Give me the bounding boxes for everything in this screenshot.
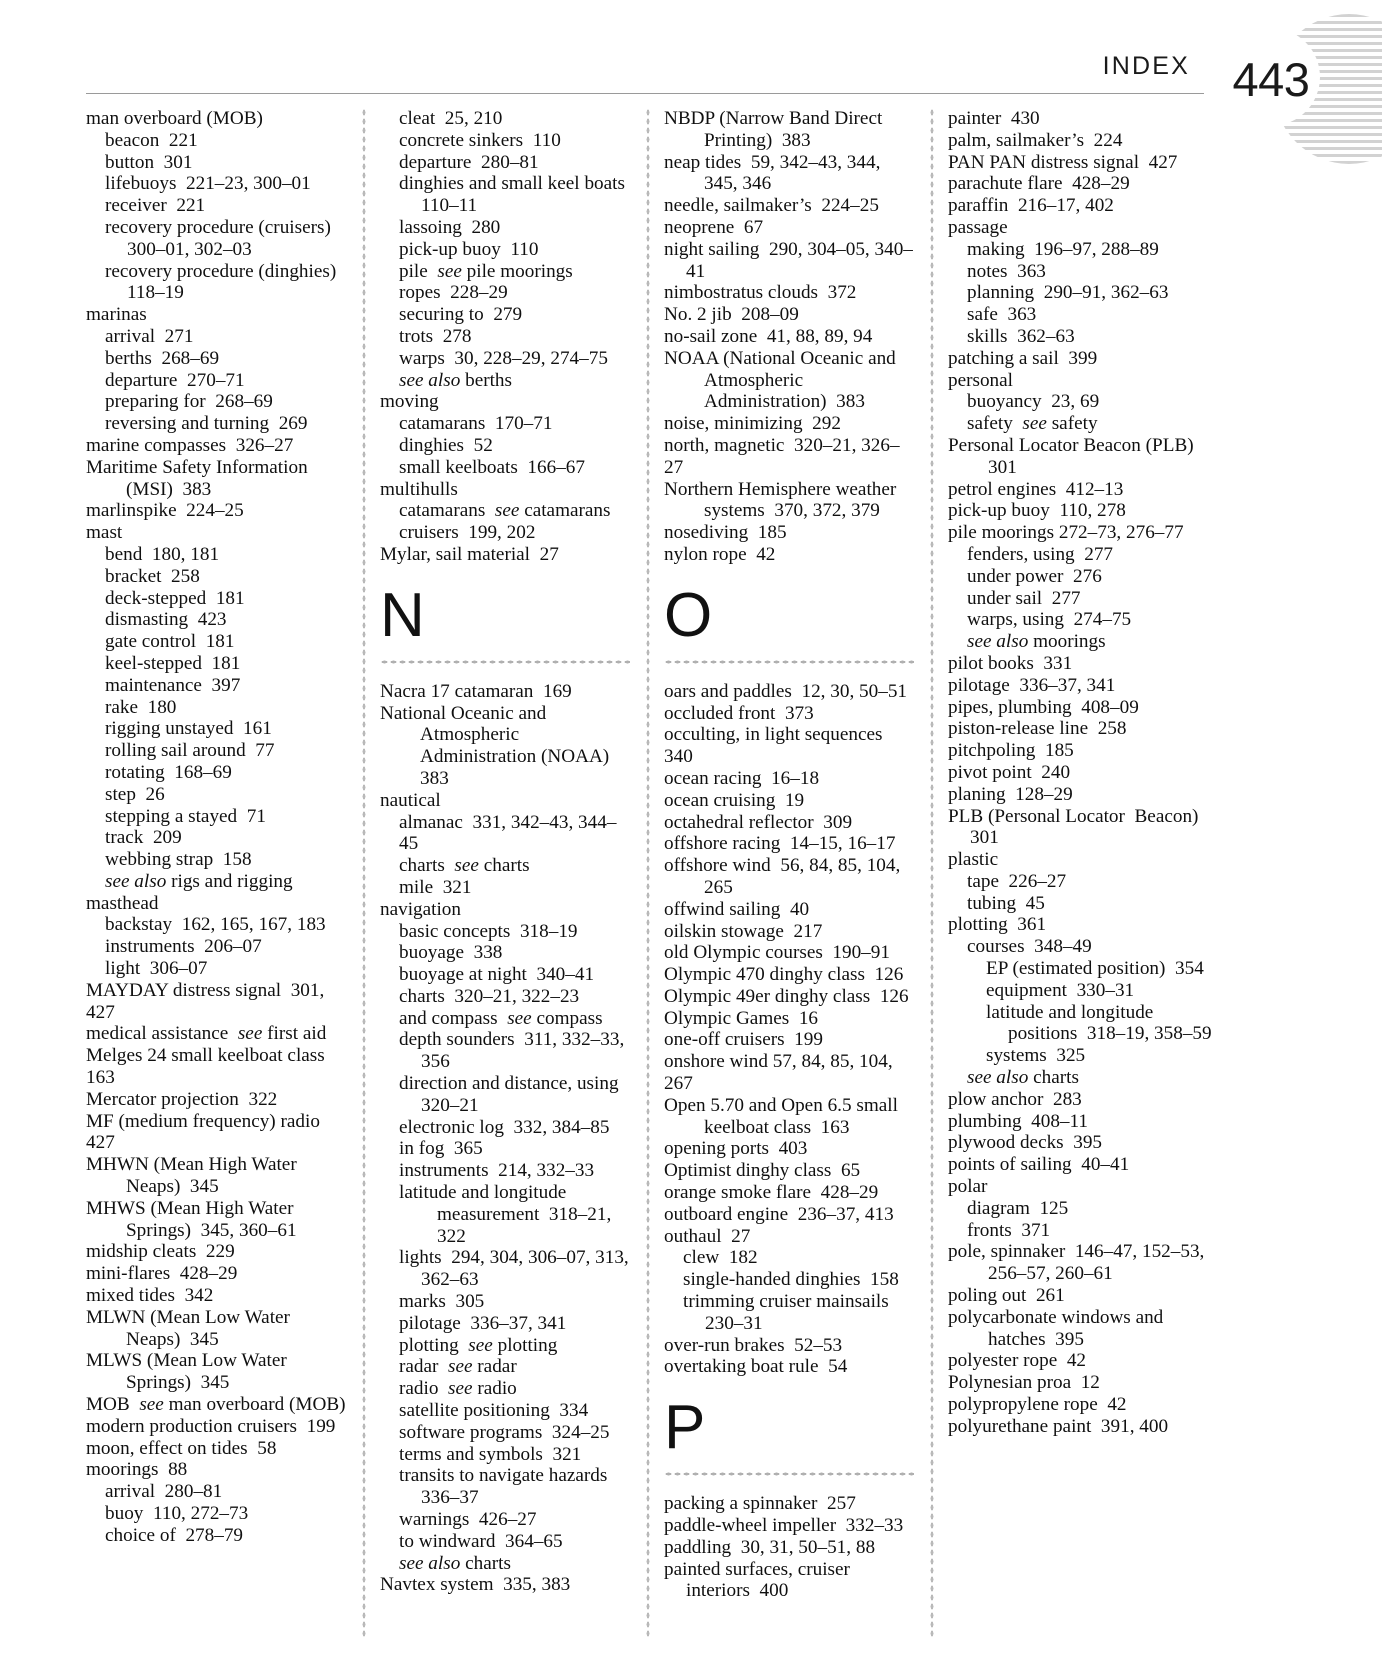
- column-divider-dotted: [930, 108, 934, 1638]
- index-section-n: [380, 580, 630, 664]
- index-entry: plywood decks 395: [948, 1132, 1103, 1154]
- index-entry: trots 278: [399, 325, 472, 347]
- index-entry: berths 268–69: [105, 347, 220, 369]
- index-entry: Personal Locator Beacon (PLB) 301: [948, 434, 1204, 478]
- index-entry: outboard engine 236–37, 413: [664, 1203, 894, 1225]
- index-entry: oilskin stowage 217: [664, 920, 823, 942]
- index-entry: occluded front 373: [664, 702, 814, 724]
- index-entry: opening ports 403: [664, 1138, 808, 1160]
- index-entry: pilotage 336–37, 341: [399, 1312, 567, 1334]
- index-entry: warps, using 274–75: [967, 609, 1132, 631]
- index-columns-container: [86, 108, 1324, 1638]
- index-entry: petrol engines 412–13: [948, 478, 1124, 500]
- index-entry: backstay 162, 165, 167, 183: [105, 914, 326, 936]
- index-entry: catamarans see catamarans: [399, 500, 611, 522]
- index-entry: see also charts: [967, 1067, 1079, 1089]
- index-entry: nylon rope 42: [664, 543, 776, 565]
- index-entry: catamarans 170–71: [399, 413, 553, 435]
- index-entry: cleat 25, 210: [399, 108, 503, 129]
- index-entry: keel-stepped 181: [105, 652, 241, 674]
- index-entry: piston-release line 258: [948, 718, 1127, 740]
- cross-reference-italic: see: [468, 1334, 493, 1356]
- index-entry: painter 430: [948, 108, 1040, 129]
- index-entry: electronic log 332, 384–85: [399, 1116, 610, 1138]
- index-entry: light 306–07: [105, 958, 208, 980]
- index-entry: clew 182: [683, 1247, 758, 1269]
- index-entry: see also charts: [399, 1552, 511, 1574]
- index-entry: radar see radar: [399, 1356, 517, 1378]
- index-entry: masthead: [86, 892, 159, 914]
- index-entry: octahedral reflector 309: [664, 811, 853, 833]
- index-entry: lifebuoys 221–23, 300–01: [105, 173, 311, 195]
- index-entry: oars and paddles 12, 30, 50–51: [664, 680, 908, 702]
- page-title: INDEX: [1102, 52, 1190, 80]
- index-entry: nautical: [380, 789, 441, 811]
- index-entry: recovery procedure (dinghies) 118–19: [105, 260, 346, 304]
- section-letter-heading: P: [664, 1393, 706, 1463]
- cross-reference-italic: see: [1022, 413, 1047, 435]
- index-column-2: [362, 108, 646, 1638]
- index-entry: trimming cruiser mainsails 230–31: [683, 1291, 899, 1334]
- index-entry: personal: [948, 369, 1014, 391]
- index-entry: points of sailing 40–41: [948, 1154, 1130, 1176]
- index-entry: latitude and longitude positions 318–19, 358–59: [986, 1001, 1212, 1045]
- index-entry: paddling 30, 31, 50–51, 88: [664, 1536, 876, 1558]
- index-entry: pilotage 336–37, 341: [948, 674, 1116, 696]
- index-entry: MHWS (Mean High Water Springs) 345, 360–61: [86, 1197, 299, 1241]
- index-entry: PAN PAN distress signal 427: [948, 151, 1178, 173]
- index-entry: basic concepts 318–19: [399, 920, 578, 942]
- index-entry: orange smoke flare 428–29: [664, 1182, 879, 1204]
- index-column-1: [86, 108, 362, 1638]
- index-entry: Maritime Safety Information (MSI) 383: [86, 456, 313, 500]
- index-entry: mast: [86, 522, 123, 544]
- index-entry: marinas: [86, 304, 147, 326]
- index-entry: bracket 258: [105, 565, 200, 587]
- index-entry: dinghies 52: [399, 434, 493, 456]
- index-column-4: [930, 108, 1230, 1638]
- index-entry: latitude and longitude measurement 318–21, 322: [399, 1182, 617, 1247]
- cross-reference-italic: see: [507, 1007, 532, 1029]
- index-entry: notes 363: [967, 260, 1046, 282]
- index-entry: no-sail zone 41, 88, 89, 94: [664, 325, 873, 347]
- cross-reference-italic: see: [448, 1356, 473, 1378]
- index-entry: under sail 277: [967, 587, 1081, 609]
- index-entry: onshore wind 57, 84, 85, 104, 267: [664, 1051, 898, 1095]
- index-entry: track 209: [105, 827, 182, 849]
- index-entry: securing to 279: [399, 304, 523, 326]
- index-entry: MHWN (Mean High Water Neaps) 345: [86, 1154, 302, 1198]
- index-entry: tape 226–27: [967, 870, 1067, 892]
- cross-reference-italic: see: [139, 1394, 164, 1416]
- index-entry: to windward 364–65: [399, 1530, 563, 1552]
- index-entry: see also berths: [399, 369, 512, 391]
- index-entry: mixed tides 342: [86, 1285, 214, 1307]
- index-entry: pick-up buoy 110: [399, 238, 539, 260]
- index-entry: buoyage at night 340–41: [399, 964, 595, 986]
- index-entry: occulting, in light sequences 340: [664, 724, 893, 768]
- index-entry: mile 321: [399, 876, 472, 898]
- index-entry: satellite positioning 334: [399, 1400, 589, 1422]
- index-entry: recovery procedure (cruisers) 300–01, 302–03: [105, 216, 341, 260]
- index-entry: diagram 125: [967, 1197, 1069, 1219]
- index-entry: deck-stepped 181: [105, 587, 245, 609]
- index-entry: night sailing 290, 304–05, 340–41: [664, 238, 913, 282]
- index-entry: overtaking boat rule 54: [664, 1356, 848, 1378]
- index-entry: Olympic 470 dinghy class 126: [664, 964, 904, 986]
- index-entry: MLWN (Mean Low Water Neaps) 345: [86, 1306, 295, 1350]
- index-entry: Open 5.70 and Open 6.5 small keelboat class 163: [664, 1094, 908, 1138]
- index-entry: Olympic 49er dinghy class 126: [664, 985, 909, 1007]
- index-entry: plotting see plotting: [399, 1334, 558, 1356]
- index-entry: planing 128–29: [948, 783, 1073, 805]
- index-entry: instruments 206–07: [105, 936, 262, 958]
- index-column-3: [646, 108, 930, 1638]
- index-entry: parachute flare 428–29: [948, 173, 1130, 195]
- index-entry: National Oceanic and Atmospheric Administration (NOAA) 383: [380, 702, 619, 789]
- index-entry: nosediving 185: [664, 522, 787, 544]
- index-entry: courses 348–49: [967, 936, 1092, 958]
- index-entry: plotting 361: [948, 914, 1047, 936]
- index-entry: outhaul 27: [664, 1225, 751, 1247]
- index-entry: NOAA (National Oceanic and Atmospheric Administration) 383: [664, 347, 905, 413]
- index-entry: buoy 110, 272–73: [105, 1503, 249, 1524]
- index-entry: palm, sailmaker’s 224: [948, 129, 1123, 151]
- index-entry: fenders, using 277: [967, 543, 1114, 565]
- column-divider-dotted: [362, 108, 366, 1638]
- index-entry: step 26: [105, 783, 165, 805]
- index-entry: modern production cruisers 199: [86, 1415, 336, 1437]
- index-entry: plumbing 408–11: [948, 1110, 1088, 1132]
- index-entry: ropes 228–29: [399, 282, 508, 304]
- index-entry: MAYDAY distress signal 301, 427: [86, 979, 330, 1023]
- index-entry: pivot point 240: [948, 761, 1071, 783]
- index-entry: planning 290–91, 362–63: [967, 282, 1169, 304]
- index-entry: concrete sinkers 110: [399, 129, 561, 151]
- cross-reference-italic: see also: [967, 1067, 1029, 1089]
- cross-reference-italic: see: [494, 500, 520, 522]
- index-entry: polar: [948, 1176, 988, 1198]
- index-entry: making 196–97, 288–89: [967, 238, 1159, 260]
- index-entry: Melges 24 small keelboat class 163: [86, 1045, 335, 1089]
- cross-reference-italic: see also: [399, 1552, 461, 1574]
- index-entry: gate control 181: [105, 631, 235, 653]
- index-entry: warnings 426–27: [399, 1509, 537, 1531]
- cross-reference-italic: see: [437, 260, 462, 282]
- index-entry: button 301: [105, 151, 193, 173]
- index-entry: MF (medium frequency) radio 427: [86, 1110, 330, 1154]
- index-entry: marlinspike 224–25: [86, 500, 244, 522]
- index-entry: midship cleats 229: [86, 1241, 235, 1263]
- index-entry: see also rigs and rigging: [105, 870, 293, 892]
- column-divider-dotted: [646, 108, 650, 1638]
- index-entry: beacon 221: [105, 129, 198, 151]
- index-entry: choice of 278–79: [105, 1524, 244, 1546]
- cross-reference-italic: see: [454, 855, 479, 877]
- index-entry: EP (estimated position) 354: [986, 958, 1204, 980]
- section-divider-dotted: [664, 660, 914, 664]
- index-entry: poling out 261: [948, 1285, 1065, 1307]
- index-entry: MLWS (Mean Low Water Springs) 345: [86, 1350, 292, 1394]
- section-divider-dotted: [380, 660, 630, 664]
- index-entry: paddle-wheel impeller 332–33: [664, 1515, 904, 1537]
- index-entry: safety see safety: [967, 413, 1098, 435]
- index-entry: rigging unstayed 161: [105, 718, 272, 740]
- index-entry: offwind sailing 40: [664, 898, 810, 920]
- index-entry: Navtex system 335, 383: [380, 1574, 571, 1596]
- index-entry: dinghies and small keel boats 110–11: [399, 173, 635, 217]
- index-entry: plastic: [948, 849, 999, 871]
- index-entry: No. 2 jib 208–09: [664, 304, 799, 326]
- index-entry: departure 280–81: [399, 151, 539, 173]
- index-entry: Optimist dinghy class 65: [664, 1160, 861, 1182]
- index-entry: marks 305: [399, 1291, 485, 1313]
- index-entry: charts see charts: [399, 855, 530, 877]
- index-entry: marine compasses 326–27: [86, 434, 294, 456]
- index-entry: neoprene 67: [664, 216, 764, 238]
- index-entry: rolling sail around 77: [105, 740, 275, 762]
- index-entry: NBDP (Narrow Band Direct Printing) 383: [664, 108, 892, 151]
- index-entry: pick-up buoy 110, 278: [948, 500, 1126, 522]
- index-entry: one-off cruisers 199: [664, 1029, 823, 1051]
- index-entry: noise, minimizing 292: [664, 413, 841, 435]
- index-entry: departure 270–71: [105, 369, 245, 391]
- index-entry: Northern Hemisphere weather systems 370, 372, 379: [664, 478, 906, 522]
- index-entry: polycarbonate windows and hatches 395: [948, 1306, 1173, 1350]
- index-entry: webbing strap 158: [105, 849, 252, 871]
- index-entry: maintenance 397: [105, 674, 241, 696]
- index-entry: man overboard (MOB): [86, 108, 263, 129]
- index-entry: paraffin 216–17, 402: [948, 195, 1114, 217]
- page-number: 443: [1232, 52, 1310, 106]
- cross-reference-italic: see: [237, 1023, 263, 1045]
- index-entry: Polynesian proa 12: [948, 1372, 1100, 1394]
- index-entry: single-handed dinghies 158: [683, 1269, 899, 1291]
- section-letter-heading: N: [380, 580, 425, 650]
- index-entry: systems 325: [986, 1045, 1086, 1067]
- index-entry: painted surfaces, cruiser interiors 400: [664, 1558, 860, 1602]
- page-header: [0, 0, 1382, 108]
- index-entry: pipes, plumbing 408–09: [948, 696, 1139, 718]
- index-entry: packing a spinnaker 257: [664, 1493, 856, 1515]
- cross-reference-italic: see also: [105, 870, 167, 892]
- index-entry: fronts 371: [967, 1219, 1051, 1241]
- index-entry: under power 276: [967, 565, 1102, 587]
- index-entry: equipment 330–31: [986, 979, 1135, 1001]
- index-entry: polyester rope 42: [948, 1350, 1087, 1372]
- index-entry: Mylar, sail material 27: [380, 543, 559, 565]
- index-entry: stepping a stayed 71: [105, 805, 266, 827]
- index-entry: neap tides 59, 342–43, 344, 345, 346: [664, 151, 886, 195]
- index-entry: bend 180, 181: [105, 543, 220, 565]
- index-entry: PLB (Personal Locator Beacon) 301: [948, 805, 1209, 849]
- index-entry: moon, effect on tides 58: [86, 1437, 277, 1459]
- index-entry: safe 363: [967, 304, 1037, 326]
- index-entry: offshore racing 14–15, 16–17: [664, 833, 896, 855]
- index-entry: polyurethane paint 391, 400: [948, 1415, 1169, 1437]
- index-section-p: [664, 1393, 914, 1476]
- index-entry: and compass see compass: [399, 1007, 603, 1029]
- index-entry: direction and distance, using 320–21: [399, 1073, 629, 1116]
- index-section-o: [664, 580, 914, 664]
- index-entry: old Olympic courses 190–91: [664, 942, 890, 964]
- section-letter-heading: O: [664, 580, 713, 650]
- index-entry: arrival 280–81: [105, 1481, 223, 1503]
- index-entry: ocean cruising 19: [664, 789, 805, 811]
- index-entry: moving: [380, 391, 439, 413]
- index-entry: preparing for 268–69: [105, 391, 273, 413]
- index-entry: north, magnetic 320–21, 326–27: [664, 434, 900, 478]
- index-entry: small keelboats 166–67: [399, 456, 585, 478]
- index-entry: medical assistance see first aid: [86, 1023, 327, 1045]
- index-entry: over-run brakes 52–53: [664, 1334, 843, 1356]
- index-entry: transits to navigate hazards 336–37: [399, 1465, 617, 1509]
- index-entry: receiver 221: [105, 195, 206, 217]
- index-entry: depth sounders 311, 332–33, 356: [399, 1029, 630, 1073]
- index-entry: patching a sail 399: [948, 347, 1098, 369]
- index-entry: buoyage 338: [399, 942, 503, 964]
- index-entry: almanac 331, 342–43, 344–45: [399, 811, 617, 855]
- index-entry: cruisers 199, 202: [399, 522, 536, 544]
- index-entry: pitchpoling 185: [948, 740, 1074, 762]
- index-entry: rake 180: [105, 696, 177, 718]
- index-entry: buoyancy 23, 69: [967, 391, 1100, 413]
- index-entry: pole, spinnaker 146–47, 152–53, 256–57, 260–61: [948, 1241, 1210, 1285]
- index-entry: dismasting 423: [105, 609, 227, 631]
- index-entry: Mercator projection 322: [86, 1088, 278, 1110]
- index-entry: arrival 271: [105, 325, 194, 347]
- index-entry: tubing 45: [967, 892, 1045, 914]
- index-entry: MOB see man overboard (MOB): [86, 1394, 346, 1416]
- index-entry: instruments 214, 332–33: [399, 1160, 595, 1182]
- index-entry: mini-flares 428–29: [86, 1263, 238, 1285]
- index-entry: Olympic Games 16: [664, 1007, 819, 1029]
- section-divider-dotted: [664, 1472, 914, 1476]
- index-entry: lights 294, 304, 306–07, 313, 362–63: [399, 1247, 634, 1291]
- index-entry: navigation: [380, 898, 461, 920]
- index-entry: needle, sailmaker’s 224–25: [664, 195, 879, 217]
- cross-reference-italic: see also: [399, 369, 461, 391]
- index-entry: nimbostratus clouds 372: [664, 282, 857, 304]
- index-entry: charts 320–21, 322–23: [399, 985, 580, 1007]
- index-entry: offshore wind 56, 84, 85, 104, 265: [664, 855, 906, 898]
- cross-reference-italic: see: [448, 1378, 473, 1400]
- index-entry: moorings 88: [86, 1459, 188, 1481]
- index-entry: skills 362–63: [967, 325, 1075, 347]
- index-entry: pile moorings 272–73, 276–77: [948, 522, 1184, 544]
- index-entry: plow anchor 283: [948, 1088, 1082, 1110]
- index-entry: multihulls: [380, 478, 458, 500]
- index-entry: warps 30, 228–29, 274–75: [399, 347, 608, 369]
- index-entry: pilot books 331: [948, 652, 1073, 674]
- index-entry: software programs 324–25: [399, 1421, 610, 1443]
- index-entry: in fog 365: [399, 1138, 483, 1160]
- index-entry: ocean racing 16–18: [664, 767, 820, 789]
- cross-reference-italic: see also: [967, 631, 1029, 653]
- index-entry: Nacra 17 catamaran 169: [380, 680, 572, 702]
- index-entry: rotating 168–69: [105, 761, 232, 783]
- index-entry: pile see pile moorings: [399, 260, 573, 282]
- index-entry: terms and symbols 321: [399, 1443, 582, 1465]
- index-entry: passage: [948, 216, 1008, 238]
- index-entry: lassoing 280: [399, 216, 501, 238]
- header-divider-rule: [86, 93, 1204, 94]
- index-entry: reversing and turning 269: [105, 413, 308, 435]
- index-entry: polypropylene rope 42: [948, 1394, 1127, 1416]
- index-entry: see also moorings: [967, 631, 1106, 653]
- index-entry: radio see radio: [399, 1378, 517, 1400]
